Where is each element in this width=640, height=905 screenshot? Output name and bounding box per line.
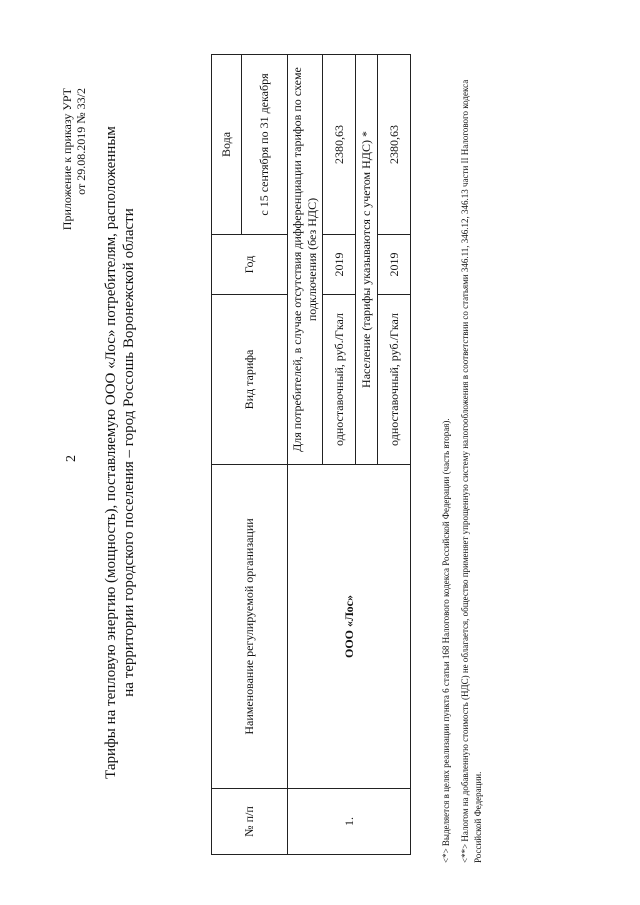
organization-name: ООО «Лос» <box>288 465 411 789</box>
row-number: 1. <box>288 789 411 855</box>
table-header-row <box>212 55 242 855</box>
section-heading-consumers: Для потребителей, в случае отсутствия дифференциации тарифов по схеме подключения (без НДС) <box>288 55 323 465</box>
title-line-2: на территории городского поселения – город Россошь Воронежской области <box>121 208 137 697</box>
tariff-value-cell: 2380,63 <box>378 55 411 235</box>
page-number: 2 <box>64 455 79 462</box>
title-line-1: Тарифы на тепловую энергию (мощность), поставляемую ООО «Лос» потребителям, расположенным <box>103 126 119 779</box>
footnotes <box>440 43 491 863</box>
header-number: № п/п <box>212 789 288 855</box>
section-heading-population: Население (тарифы указываются с учетом НДС) * <box>356 55 378 465</box>
table-row <box>288 55 323 855</box>
footnote-1: <*> Выделяется в целях реализации пункта 6 статьи 168 Налогового кодекса Российской Федерации (часть вторая). <box>441 418 451 863</box>
tariff-type-cell: одноставочный, руб./Гкал <box>378 295 411 465</box>
year-cell: 2019 <box>323 235 356 295</box>
tariff-value-cell: 2380,63 <box>323 55 356 235</box>
approval-line-1: Приложение к приказу УРТ <box>60 88 74 231</box>
header-period: с 15 сентября по 31 декабря <box>242 55 288 235</box>
tariffs-table <box>211 54 411 855</box>
header-year: Год <box>212 235 288 295</box>
approval-line-2: от 29.08.2019 № 33/2 <box>74 88 88 195</box>
document-title <box>102 60 138 845</box>
approval-note <box>60 88 88 230</box>
footnote-2: <**> Налогом на добавленную стоимость (НДС) не облагается, общество применяет упрощенную систему налогообложения в соответствии со статьями 346.11, 346.12, 346.13 части II Налогового кодекса Российской Федерации. <box>460 79 483 863</box>
year-cell: 2019 <box>378 235 411 295</box>
header-resource: Вода <box>212 55 242 235</box>
header-organization: Наименование регулируемой организации <box>212 465 288 789</box>
header-tariff-type: Вид тарифа <box>212 295 288 465</box>
tariff-type-cell: одноставочный, руб./Гкал <box>323 295 356 465</box>
